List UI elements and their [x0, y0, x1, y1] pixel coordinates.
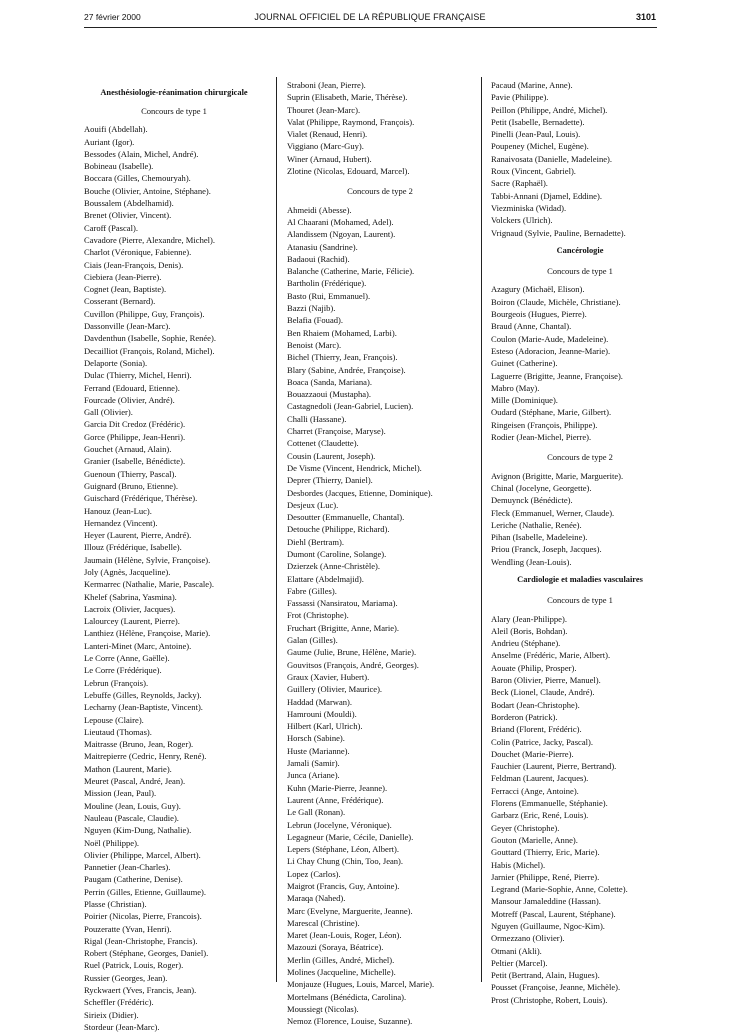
column-divider-1 [276, 77, 277, 982]
name-list [287, 79, 473, 177]
list-item: Ciebiera (Jean-Pierre). [84, 271, 162, 282]
list-item: Marescal (Christine). [287, 917, 360, 928]
list-item: Esteso (Adoracion, Jeanne-Marie). [491, 345, 611, 356]
list-item: Priou (Franck, Joseph, Jacques). [491, 544, 602, 555]
list-item: Volckers (Ulrich). [491, 215, 553, 226]
list-item: Chinal (Jocelyne, Georgette). [491, 482, 592, 493]
list-item: Guenoun (Thierry, Pascal). [84, 468, 177, 479]
list-item: Thouret (Jean-Marc). [287, 104, 361, 115]
list-item: Moussiegt (Nicolas). [287, 1003, 359, 1014]
list-item: Straboni (Jean, Pierre). [287, 80, 366, 90]
list-item: Motreff (Pascal, Laurent, Stéphane). [491, 908, 616, 919]
list-item: Bodart (Jean-Christophe). [491, 699, 580, 710]
list-item: Diehl (Bertram). [287, 536, 344, 547]
list-item: Garcia Dit Credoz (Frédéric). [84, 419, 186, 430]
list-item: Cognet (Jean, Baptiste). [84, 284, 167, 295]
list-item: Marc (Evelyne, Marguerite, Jeanne). [287, 905, 413, 916]
list-item: Bobineau (Isabelle). [84, 161, 154, 172]
list-item: Hanouz (Jean-Luc). [84, 505, 152, 516]
list-item: Valat (Philippe, Raymond, François). [287, 116, 415, 127]
list-item: Roux (Vincent, Gabriel). [491, 166, 576, 177]
list-item: Beck (Lionel, Claude, André). [491, 687, 595, 698]
list-item: Granier (Isabelle, Bénédicte). [84, 456, 186, 467]
list-item: Guillery (Olivier, Maurice). [287, 684, 383, 695]
list-item: Suprin (Elisabeth, Marie, Thérèse). [287, 92, 408, 103]
list-item: Ahmeidi (Abesse). [287, 204, 352, 215]
list-item: Legagneur (Marie, Cécile, Danielle). [287, 831, 414, 842]
name-list [84, 123, 264, 1033]
list-item: Hamrouni (Mouldi). [287, 708, 357, 719]
header-rule [84, 27, 657, 28]
list-item: Mille (Dominique). [491, 395, 558, 406]
list-item: Nguyen (Guillaume, Ngoc-Kim). [491, 921, 605, 931]
list-item: Maraqa (Nahed). [287, 893, 346, 904]
list-item: Junca (Ariane). [287, 770, 340, 781]
list-item: Petit (Isabelle, Bernadette). [491, 116, 585, 127]
list-item: Le Gall (Ronan). [287, 807, 346, 818]
list-item: Delaporte (Sonia). [84, 357, 148, 368]
list-item: Mabro (May). [491, 382, 540, 393]
list-item: Vrignaud (Sylvie, Pauline, Bernadette). [491, 227, 626, 238]
list-item: Legrand (Marie-Sophie, Anne, Colette). [491, 884, 628, 895]
subtitle-type-1: Concours de type 1 [547, 266, 613, 277]
section-title-cancerologie: Cancérologie [556, 245, 604, 255]
list-item: Gouton (Marielle, Anne). [491, 834, 578, 845]
header-title: JOURNAL OFFICIEL DE LA RÉPUBLIQUE FRANÇAISE [254, 12, 486, 22]
list-item: Ben Rhaiem (Mohamed, Larbi). [287, 327, 397, 338]
column-2 [287, 79, 473, 1028]
list-item: Viggiano (Marc-Guy). [287, 141, 364, 152]
list-item: Otmani (Akli). [491, 945, 542, 956]
list-item: Huste (Marianne). [287, 745, 350, 756]
subtitle-type-2: Concours de type 2 [347, 186, 413, 197]
list-item: Geyer (Christophe). [491, 822, 560, 833]
list-item: Pinelli (Jean-Paul, Louis). [491, 129, 581, 140]
name-list [491, 79, 669, 239]
column-1 [84, 88, 264, 1033]
list-item: Brenet (Olivier, Vincent). [84, 210, 172, 221]
list-item: Challi (Hassane). [287, 413, 347, 424]
list-item: Sirieix (Didier). [84, 1009, 139, 1020]
list-item: Lepers (Stéphane, Léon, Albert). [287, 844, 400, 855]
list-item: Oudard (Stéphane, Marie, Gilbert). [491, 407, 612, 418]
list-item: Noël (Philippe). [84, 837, 140, 848]
name-list [491, 613, 669, 1007]
list-item: Borderon (Patrick). [491, 711, 558, 722]
list-item: Boussalem (Abdelhamid). [84, 198, 174, 209]
list-item: Mortelmans (Bénédicta, Carolina). [287, 991, 407, 1002]
list-item: Maitrasse (Bruno, Jean, Roger). [84, 739, 194, 750]
list-item: Briand (Florent, Frédéric). [491, 724, 582, 735]
list-item: Avignon (Brigitte, Marie, Marguerite). [491, 470, 624, 481]
list-item: Habis (Michel). [491, 859, 546, 870]
list-item: Fleck (Emmanuel, Werner, Claude). [491, 507, 615, 518]
list-item: Bouche (Olivier, Antoine, Stéphane). [84, 185, 211, 196]
list-item: Boiron (Claude, Michèle, Christiane). [491, 296, 621, 307]
list-item: Mathon (Laurent, Marie). [84, 763, 172, 774]
list-item: Pihan (Isabelle, Madeleine). [491, 532, 588, 543]
list-item: Cousin (Laurent, Joseph). [287, 450, 376, 461]
list-item: Dulac (Thierry, Michel, Henri). [84, 370, 192, 381]
list-item: Lanthiez (Hélène, Françoise, Marie). [84, 628, 211, 639]
list-item: Feldman (Laurent, Jacques). [491, 773, 589, 784]
list-item: Guignard (Bruno, Etienne). [84, 480, 178, 491]
list-item: Gouttard (Thierry, Eric, Marie). [491, 847, 600, 858]
list-item: Coulon (Marie-Aude, Madeleine). [491, 333, 609, 344]
list-item: Pannetier (Jean-Charles). [84, 862, 171, 873]
name-list [287, 204, 473, 1028]
list-item: Bazzi (Najib). [287, 303, 336, 314]
list-item: Atanasiu (Sandrine). [287, 241, 358, 252]
list-item: Perrin (Gilles, Etienne, Guillaume). [84, 886, 206, 897]
list-item: Cosserant (Bernard). [84, 296, 156, 307]
list-item: Petit (Bertrand, Alain, Hugues). [491, 970, 600, 981]
list-item: Maitrepierre (Cedric, Henry, René). [84, 751, 207, 762]
list-item: Balanche (Catherine, Marie, Félicie). [287, 266, 415, 277]
list-item: Kermarrec (Nathalie, Marie, Pascale). [84, 579, 215, 590]
list-item: Lebrun (François). [84, 677, 149, 688]
list-item: Hilbert (Karl, Ulrich). [287, 721, 363, 732]
list-item: Lebuffe (Gilles, Reynolds, Jacky). [84, 689, 202, 700]
list-item: Maigrot (Francis, Guy, Antoine). [287, 881, 400, 891]
list-item: Alandissem (Ngoyan, Laurent). [287, 229, 396, 240]
list-item: Ringeisen (François, Philippe). [491, 419, 598, 430]
list-item: Tabbi-Annani (Djamel, Eddine). [491, 190, 602, 201]
list-item: Leriche (Nathalie, Renée). [491, 519, 582, 530]
list-item: Peillon (Philippe, André, Michel). [491, 104, 608, 115]
list-item: Merlin (Gilles, André, Michel). [287, 954, 395, 965]
list-item: Kuhn (Marie-Pierre, Jeanne). [287, 782, 388, 793]
list-item: Monjauze (Hugues, Louis, Marcel, Marie). [287, 979, 435, 990]
list-item: Detouche (Philippe, Richard). [287, 524, 390, 535]
name-list [491, 470, 669, 568]
list-item: Zlotine (Nicolas, Edouard, Marcel). [287, 166, 410, 177]
list-item: Cottenet (Claudette). [287, 438, 359, 449]
list-item: Laurent (Anne, Frédérique). [287, 794, 384, 805]
list-item: Guischard (Frédérique, Thérèse). [84, 493, 198, 504]
name-list [491, 283, 669, 443]
list-item: Olivier (Philippe, Marcel, Albert). [84, 849, 201, 860]
list-item: Auriant (Igor). [84, 136, 135, 147]
list-item: Russier (Georges, Jean). [84, 972, 168, 983]
list-item: Ranaivosata (Danielle, Madeleine). [491, 153, 613, 164]
list-item: Fauchier (Laurent, Pierre, Bertrand). [491, 761, 617, 772]
list-item: Stordeur (Jean-Marc). [84, 1021, 160, 1032]
list-item: Anselme (Frédéric, Marie, Albert). [491, 650, 611, 661]
list-item: Basto (Rui, Emmanuel). [287, 290, 371, 301]
list-item: Bouazzaoui (Mustapha). [287, 389, 372, 400]
list-item: Cuvillon (Philippe, Guy, François). [84, 308, 205, 319]
list-item: Bourgeois (Hugues, Pierre). [491, 309, 587, 320]
list-item: Wendling (Jean-Louis). [491, 556, 572, 567]
list-item: Fruchart (Brigitte, Anne, Marie). [287, 622, 400, 633]
list-item: Alary (Jean-Philippe). [491, 613, 567, 624]
list-item: Charret (Françoise, Maryse). [287, 426, 386, 437]
list-item: Ciais (Jean-François, Denis). [84, 259, 184, 270]
list-item: Maret (Jean-Louis, Roger, Léon). [287, 930, 402, 941]
column-divider-2 [481, 77, 482, 982]
list-item: Boccara (Gilles, Chemouryah). [84, 173, 191, 184]
list-item: Al Chaarani (Mohamed, Adel). [287, 216, 394, 227]
section-title-anesthesiologie: Anesthésiologie-réanimation chirurgicale [100, 88, 248, 97]
list-item: Robert (Stéphane, Georges, Daniel). [84, 948, 209, 959]
list-item: Graux (Xavier, Hubert). [287, 671, 370, 682]
list-item: Plasse (Christian). [84, 899, 147, 909]
list-item: Jamali (Samir). [287, 758, 340, 769]
list-item: De Visme (Vincent, Hendrick, Michel). [287, 462, 422, 473]
list-item: Pouzeratte (Yvan, Henri). [84, 923, 172, 934]
list-item: Lalourcey (Laurent, Pierre). [84, 616, 180, 627]
list-item: Gouchet (Arnaud, Alain). [84, 444, 172, 455]
list-item: Pousset (Françoise, Jeanne, Michèle). [491, 982, 621, 993]
list-item: Meuret (Pascal, André, Jean). [84, 776, 186, 787]
list-item: Badaoui (Rachid). [287, 253, 350, 264]
list-item: Dzierzek (Anne-Christèle). [287, 561, 381, 572]
list-item: Haddad (Marwan). [287, 696, 353, 707]
list-item: Jaumain (Hélène, Sylvie, Françoise). [84, 554, 211, 565]
list-item: Guinet (Catherine). [491, 358, 558, 369]
list-item: Rigal (Jean-Christophe, Francis). [84, 935, 198, 946]
list-item: Douchet (Marie-Pierre). [491, 748, 574, 759]
list-item: Mission (Jean, Paul). [84, 788, 157, 799]
list-item: Heyer (Laurent, Pierre, André). [84, 530, 192, 541]
list-item: Baron (Olivier, Pierre, Manuel). [491, 675, 601, 686]
list-item: Prost (Christophe, Robert, Louis). [491, 994, 608, 1005]
list-item: Frot (Christophe). [287, 610, 349, 621]
list-item: Viezminiska (Widad). [491, 202, 567, 213]
list-item: Nguyen (Kim-Dung, Nathalie). [84, 825, 192, 836]
list-item: Decailliot (François, Roland, Michel). [84, 345, 215, 356]
header-date: 27 février 2000 [84, 12, 141, 22]
list-item: Davdenthun (Isabelle, Sophie, Renée). [84, 333, 216, 344]
list-item: Desjeux (Luc). [287, 499, 339, 510]
list-item: Dumont (Caroline, Solange). [287, 548, 387, 559]
list-item: Andrieu (Stéphane). [491, 638, 561, 649]
list-item: Rodier (Jean-Michel, Pierre). [491, 432, 592, 443]
list-item: Mouline (Jean, Louis, Guy). [84, 800, 181, 811]
list-item: Pavie (Philippe). [491, 92, 549, 103]
list-item: Lepouse (Claire). [84, 714, 144, 725]
list-item: Benoist (Marc). [287, 339, 342, 350]
list-item: Bessodes (Alain, Michel, André). [84, 148, 199, 159]
list-item: Desoutter (Emmanuelle, Chantal). [287, 512, 405, 523]
list-item: Desbordes (Jacques, Etienne, Dominique). [287, 487, 433, 498]
list-item: Ryckwaert (Yves, Francis, Jean). [84, 985, 197, 996]
list-item: Lebrun (Jocelyne, Véronique). [287, 819, 392, 830]
list-item: Illouz (Frédérique, Isabelle). [84, 542, 182, 553]
list-item: Gaume (Julie, Brune, Hélène, Marie). [287, 647, 417, 658]
list-item: Gouvitsos (François, André, Georges). [287, 659, 419, 670]
list-item: Deprer (Thierry, Daniel). [287, 475, 373, 486]
list-item: Poupeney (Michel, Eugène). [491, 141, 589, 152]
list-item: Garbarz (Eric, René, Louis). [491, 810, 589, 821]
list-item: Galan (Gilles). [287, 635, 338, 646]
list-item: Ruel (Patrick, Louis, Roger). [84, 960, 184, 971]
list-item: Poirier (Nicolas, Pierre, Francois). [84, 911, 202, 922]
list-item: Fourcade (Olivier, André). [84, 394, 175, 405]
list-item: Sacre (Raphaël). [491, 178, 548, 189]
page-number: 3101 [635, 12, 656, 22]
list-item: Winer (Arnaud, Hubert). [287, 153, 372, 164]
list-item: Pacaud (Marine, Anne). [491, 80, 573, 90]
list-item: Aleil (Boris, Bohdan). [491, 625, 568, 636]
list-item: Azagury (Michaël, Elison). [491, 284, 585, 295]
list-item: Molines (Jacqueline, Michelle). [287, 967, 396, 978]
list-item: Boaca (Sanda, Mariana). [287, 376, 372, 387]
list-item: Mazouzi (Soraya, Béatrice). [287, 942, 384, 953]
list-item: Vialet (Renaud, Henri). [287, 129, 368, 140]
list-item: Gall (Olivier). [84, 407, 133, 418]
subtitle-type-2: Concours de type 2 [547, 452, 613, 463]
list-item: Bichel (Thierry, Jean, François). [287, 352, 398, 363]
list-item: Braud (Anne, Chantal). [491, 321, 572, 332]
list-item: Le Corre (Anne, Gaëlle). [84, 653, 170, 664]
subtitle-type-1: Concours de type 1 [547, 595, 613, 606]
list-item: Lacroix (Olivier, Jacques). [84, 603, 176, 614]
list-item: Fabre (Gilles). [287, 585, 337, 596]
list-item: Cavadore (Pierre, Alexandre, Michel). [84, 234, 215, 245]
list-item: Elattare (Abdelmajid). [287, 573, 364, 584]
list-item: Paugam (Catherine, Denise). [84, 874, 183, 885]
list-item: Fassassi (Nansiratou, Mariama). [287, 598, 398, 609]
list-item: Ormezzano (Olivier). [491, 933, 565, 944]
list-item: Bartholin (Frédérique). [287, 278, 367, 289]
list-item: Gorce (Philippe, Jean-Henri). [84, 431, 186, 442]
list-item: Mansour Jamaleddine (Hassan). [491, 896, 601, 907]
subtitle-type-1: Concours de type 1 [141, 106, 207, 116]
list-item: Aouifi (Abdellah). [84, 124, 148, 135]
list-item: Lanteri-Minet (Marc, Antoine). [84, 640, 192, 651]
list-item: Hernandez (Vincent). [84, 517, 158, 528]
list-item: Caroff (Pascal). [84, 222, 138, 233]
list-item: Castagnedoli (Jean-Gabriel, Lucien). [287, 401, 414, 412]
list-item: Nemoz (Florence, Louise, Suzanne). [287, 1016, 413, 1027]
list-item: Belafia (Fouad). [287, 315, 344, 326]
list-item: Charlot (Véronique, Fabienne). [84, 247, 192, 258]
list-item: Horsch (Sabine). [287, 733, 345, 744]
page-header [84, 12, 656, 28]
list-item: Ferracci (Ange, Antoine). [491, 785, 579, 796]
list-item: Lieutaud (Thomas). [84, 726, 152, 737]
list-item: Colin (Patrice, Jacky, Pascal). [491, 736, 593, 747]
list-item: Scheffler (Frédéric). [84, 997, 154, 1008]
section-title-cardiologie: Cardiologie et maladies vasculaires [517, 574, 643, 584]
list-item: Nauleau (Pascale, Claudie). [84, 812, 179, 823]
list-item: Jarnier (Philippe, René, Pierre). [491, 871, 600, 882]
list-item: Khelef (Sabrina, Yasmina). [84, 591, 177, 602]
list-item: Ferrand (Edouard, Etienne). [84, 382, 180, 393]
list-item: Li Chay Chung (Chin, Too, Jean). [287, 856, 404, 867]
list-item: Joly (Agnès, Jacqueline). [84, 566, 171, 577]
list-item: Le Corre (Frédérique). [84, 665, 162, 676]
list-item: Blary (Sabine, Andrée, Françoise). [287, 364, 406, 375]
column-3 [491, 79, 669, 1006]
list-item: Aouate (Philip, Prosper). [491, 662, 577, 673]
list-item: Lecharny (Jean-Baptiste, Vincent). [84, 702, 203, 713]
list-item: Demuynck (Bénédicte). [491, 495, 573, 506]
list-item: Laguerre (Brigitte, Jeanne, Françoise). [491, 370, 623, 381]
list-item: Dassonville (Jean-Marc). [84, 321, 171, 332]
list-item: Peltier (Marcel). [491, 957, 548, 968]
list-item: Florens (Emmanuelle, Stéphanie). [491, 798, 608, 809]
list-item: Lopez (Carlos). [287, 868, 341, 879]
